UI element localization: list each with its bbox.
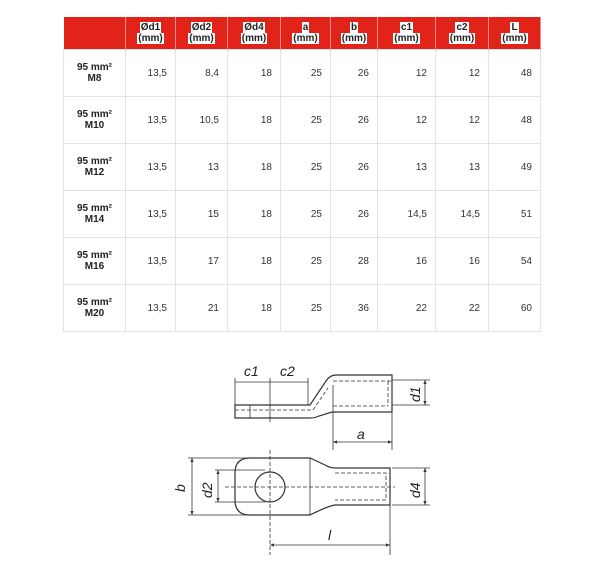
header-row <box>64 17 541 50</box>
header-name: a <box>302 22 309 33</box>
table-cell: 14,5 <box>378 191 436 238</box>
table-cell: 26 <box>331 191 378 238</box>
header-unit: (mm) <box>449 33 475 44</box>
table-cell: 21 <box>176 285 228 332</box>
row-label <box>64 97 126 144</box>
table-cell: 18 <box>228 238 281 285</box>
table-cell: 13 <box>378 144 436 191</box>
row-label <box>64 238 126 285</box>
row-label <box>64 191 126 238</box>
header-name: Ød4 <box>244 22 264 33</box>
table-cell: 16 <box>378 238 436 285</box>
column-header <box>176 17 228 50</box>
table-cell: 26 <box>331 97 378 144</box>
row-size: 95 mm² <box>76 297 112 308</box>
table-cell: 16 <box>436 238 489 285</box>
table-cell: 60 <box>489 285 541 332</box>
table-cell: 15 <box>176 191 228 238</box>
row-size: 95 mm² <box>76 156 112 167</box>
label-d4: d4 <box>407 482 423 498</box>
table-cell: 18 <box>228 97 281 144</box>
label-c2: c2 <box>280 363 295 379</box>
label-c1: c1 <box>244 363 259 379</box>
table-row <box>64 238 541 285</box>
row-size: 95 mm² <box>76 203 112 214</box>
table-cell: 54 <box>489 238 541 285</box>
table-cell: 25 <box>281 191 331 238</box>
header-unit: (mm) <box>189 33 214 44</box>
table-cell: 12 <box>436 50 489 97</box>
table-cell: 13,5 <box>126 50 176 97</box>
header-unit: (mm) <box>341 33 367 44</box>
header-unit: (mm) <box>502 33 527 44</box>
header-unit: (mm) <box>394 33 419 44</box>
header-name: L <box>511 22 518 33</box>
column-header <box>281 17 331 50</box>
label-l: l <box>328 527 332 543</box>
table-row <box>64 50 541 97</box>
table-cell: 13 <box>436 144 489 191</box>
header-name: b <box>350 22 358 33</box>
row-label <box>64 50 126 97</box>
header-unit: (mm) <box>241 33 267 44</box>
side-view <box>235 375 430 450</box>
table-cell: 13,5 <box>126 97 176 144</box>
row-thread: M12 <box>84 167 105 178</box>
column-header <box>126 17 176 50</box>
row-size: 95 mm² <box>76 250 112 261</box>
table-cell: 22 <box>436 285 489 332</box>
specs-table <box>63 17 541 332</box>
table-cell: 10,5 <box>176 97 228 144</box>
header-name: Ød2 <box>191 22 212 33</box>
label-a: a <box>357 426 365 442</box>
cable-lug-drawing <box>170 350 450 560</box>
header-name: c1 <box>400 22 413 33</box>
table-cell: 25 <box>281 144 331 191</box>
header-unit: (mm) <box>293 33 318 44</box>
label-b: b <box>172 484 188 492</box>
table-cell: 8,4 <box>176 50 228 97</box>
row-size: 95 mm² <box>76 62 112 73</box>
table-cell: 13,5 <box>126 191 176 238</box>
header-unit: (mm) <box>138 33 163 44</box>
table-cell: 26 <box>331 50 378 97</box>
table-row <box>64 191 541 238</box>
table-cell: 51 <box>489 191 541 238</box>
table-cell: 14,5 <box>436 191 489 238</box>
label-d2: d2 <box>199 482 215 498</box>
row-thread: M20 <box>84 308 105 319</box>
row-thread: M14 <box>84 214 105 225</box>
table-cell: 13,5 <box>126 144 176 191</box>
header-name: Ød1 <box>140 22 161 33</box>
table-cell: 49 <box>489 144 541 191</box>
column-header <box>64 17 126 50</box>
column-header <box>489 17 541 50</box>
row-thread: M8 <box>87 73 102 84</box>
table-cell: 25 <box>281 285 331 332</box>
table-cell: 13,5 <box>126 238 176 285</box>
table-cell: 26 <box>331 144 378 191</box>
column-header <box>228 17 281 50</box>
table-cell: 12 <box>436 97 489 144</box>
table-cell: 18 <box>228 191 281 238</box>
table-cell: 13 <box>176 144 228 191</box>
table-row <box>64 285 541 332</box>
table-cell: 28 <box>331 238 378 285</box>
row-thread: M16 <box>84 261 105 272</box>
top-view <box>188 450 430 555</box>
header-name: c2 <box>456 22 468 33</box>
table-cell: 48 <box>489 97 541 144</box>
column-header <box>331 17 378 50</box>
table-cell: 12 <box>378 97 436 144</box>
row-size: 95 mm² <box>76 109 112 120</box>
table-cell: 17 <box>176 238 228 285</box>
table-cell: 18 <box>228 285 281 332</box>
table-cell: 36 <box>331 285 378 332</box>
table-row <box>64 144 541 191</box>
table-cell: 13,5 <box>126 285 176 332</box>
table-cell: 18 <box>228 144 281 191</box>
table-cell: 25 <box>281 50 331 97</box>
table-cell: 25 <box>281 97 331 144</box>
table-cell: 12 <box>378 50 436 97</box>
row-thread: M10 <box>84 120 105 131</box>
table-cell: 25 <box>281 238 331 285</box>
row-label <box>64 144 126 191</box>
column-header <box>436 17 489 50</box>
table-cell: 48 <box>489 50 541 97</box>
table-cell: 22 <box>378 285 436 332</box>
column-header <box>378 17 436 50</box>
label-d1: d1 <box>407 386 423 402</box>
row-label <box>64 285 126 332</box>
table-cell: 18 <box>228 50 281 97</box>
table-row <box>64 97 541 144</box>
